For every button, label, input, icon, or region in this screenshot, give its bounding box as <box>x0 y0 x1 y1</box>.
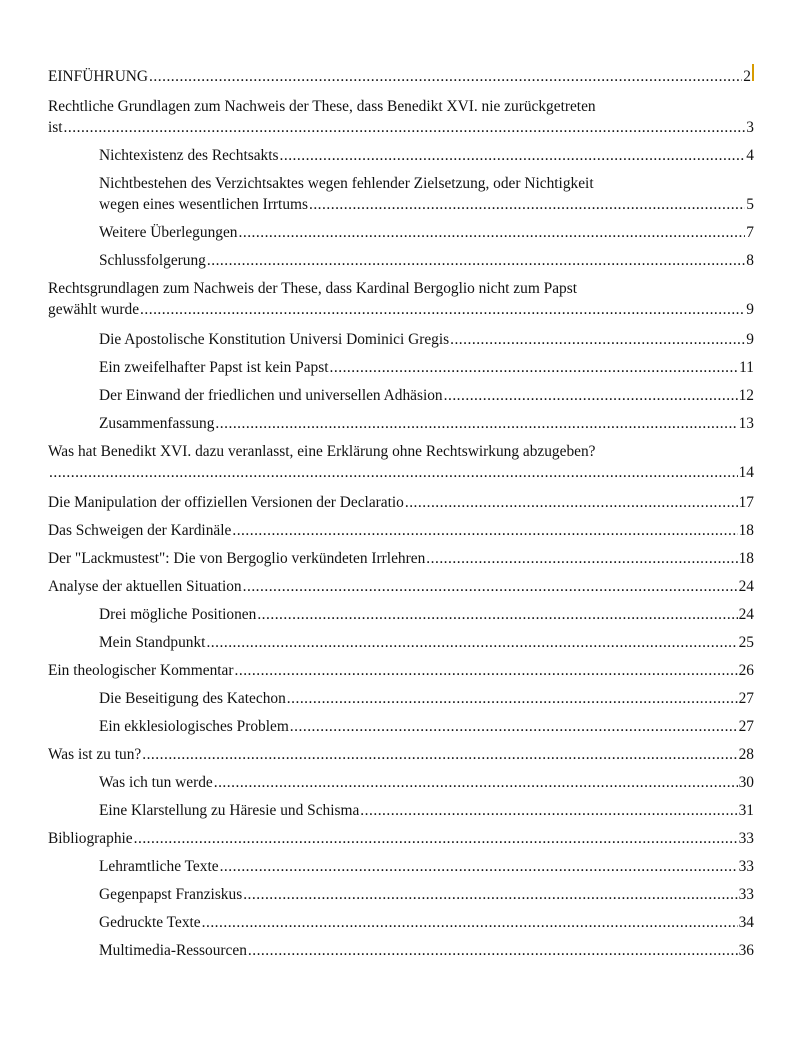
toc-entry[interactable] <box>48 250 754 271</box>
toc-page-number: 2 <box>743 68 751 85</box>
dot-leader <box>280 145 746 166</box>
toc-entry-title: Mein Standpunkt <box>99 634 206 651</box>
toc-entry-title: Die Manipulation der offiziellen Versionen der Declaratio <box>48 494 404 511</box>
dot-leader <box>220 856 738 877</box>
toc-entry-title: EINFÜHRUNG <box>48 68 149 85</box>
toc-page-number: 28 <box>738 746 754 763</box>
toc-entry[interactable] <box>48 856 754 877</box>
toc-entry-title: Ein zweifelhafter Papst ist kein Papst <box>99 359 329 376</box>
toc-page-number: 5 <box>746 196 754 213</box>
dot-leader <box>214 772 738 793</box>
dot-leader <box>206 632 737 653</box>
toc-entry[interactable] <box>48 912 754 933</box>
toc-entry[interactable] <box>48 413 754 434</box>
toc-entry[interactable] <box>48 329 754 350</box>
toc-entry-title: Das Schweigen der Kardinäle <box>48 522 232 539</box>
toc-entry[interactable] <box>48 96 754 138</box>
toc-entry-title: Drei mögliche Positionen <box>99 606 257 623</box>
toc-entry-title: Analyse der aktuellen Situation <box>48 578 242 595</box>
dot-leader <box>243 884 737 905</box>
dot-leader <box>405 492 738 513</box>
dot-leader <box>64 117 746 138</box>
toc-entry[interactable] <box>48 385 754 406</box>
toc-page-number: 18 <box>738 522 754 539</box>
toc-page-number: 9 <box>746 301 754 318</box>
toc-page-number: 13 <box>738 415 754 432</box>
toc-page-number: 33 <box>738 830 754 847</box>
toc-entry[interactable] <box>48 744 754 765</box>
toc-page-number: 33 <box>738 886 754 903</box>
toc-entry-title: wegen eines wesentlichen Irrtums <box>99 196 308 213</box>
toc-entry[interactable] <box>48 604 754 625</box>
toc-entry[interactable] <box>48 884 754 905</box>
toc-page-number: 26 <box>738 662 754 679</box>
dot-leader <box>450 329 745 350</box>
toc-entry[interactable] <box>48 173 754 215</box>
toc-entry-title: ist <box>48 119 63 136</box>
dot-leader <box>239 222 746 243</box>
dot-leader <box>309 194 745 215</box>
dot-leader <box>426 548 737 569</box>
toc-entry-title: Die Apostolische Konstitution Universi Dominici Gregis <box>99 331 450 348</box>
toc-entry-title: Nichtexistenz des Rechtsakts <box>99 147 279 164</box>
toc-entry[interactable] <box>48 716 754 737</box>
dot-leader <box>360 800 737 821</box>
table-of-contents <box>48 64 754 961</box>
toc-entry[interactable] <box>48 632 754 653</box>
toc-page-number: 31 <box>738 802 754 819</box>
toc-page-number: 24 <box>738 578 754 595</box>
toc-entry-title: Multimedia-Ressourcen <box>99 942 247 959</box>
toc-page-number: 18 <box>738 550 754 567</box>
dot-leader <box>149 66 742 87</box>
dot-leader <box>202 912 738 933</box>
toc-page-number: 30 <box>738 774 754 791</box>
toc-entry-title: Was ich tun werde <box>99 774 213 791</box>
toc-entry[interactable] <box>48 828 754 849</box>
toc-entry[interactable] <box>48 548 754 569</box>
toc-page-number: 27 <box>738 690 754 707</box>
toc-entry-title: Bibliographie <box>48 830 133 847</box>
dot-leader <box>215 413 737 434</box>
toc-entry-title: Ein theologischer Kommentar <box>48 662 234 679</box>
toc-entry[interactable] <box>48 772 754 793</box>
dot-leader <box>243 576 738 597</box>
toc-entry-title-line: Rechtsgrundlagen zum Nachweis der These, dass Kardinal Bergoglio nicht zum Papst <box>48 280 578 297</box>
dot-leader <box>444 385 738 406</box>
toc-page-number: 25 <box>738 634 754 651</box>
dot-leader <box>330 357 739 378</box>
toc-entry-title: Schlussfolgerung <box>99 252 206 269</box>
toc-entry-title: Gedruckte Texte <box>99 914 201 931</box>
toc-page-number: 17 <box>738 494 754 511</box>
dot-leader <box>134 828 738 849</box>
dot-leader <box>207 250 745 271</box>
toc-entry-title-line: Rechtliche Grundlagen zum Nachweis der These, dass Benedikt XVI. nie zurückgetreten <box>48 98 596 115</box>
toc-entry-title: Der "Lackmustest": Die von Bergoglio verkündeten Irrlehren <box>48 550 426 567</box>
toc-entry-title: Die Beseitigung des Katechon <box>99 690 286 707</box>
dot-leader <box>232 520 737 541</box>
toc-page-number: 3 <box>746 119 754 136</box>
toc-entry-title: Zusammenfassung <box>99 415 215 432</box>
toc-entry-title-line: Was hat Benedikt XVI. dazu veranlasst, eine Erklärung ohne Rechtswirkung abzugeben? <box>48 443 596 460</box>
toc-page-number: 33 <box>738 858 754 875</box>
toc-entry[interactable] <box>48 145 754 166</box>
toc-entry-title: Ein ekklesiologisches Problem <box>99 718 289 735</box>
toc-entry[interactable] <box>48 688 754 709</box>
toc-page-number: 9 <box>746 331 754 348</box>
toc-entry-title: Was ist zu tun? <box>48 746 142 763</box>
toc-entry[interactable] <box>48 278 754 320</box>
toc-page-number: 14 <box>738 464 754 481</box>
dot-leader <box>287 688 738 709</box>
dot-leader <box>235 660 738 681</box>
toc-entry[interactable] <box>48 64 754 87</box>
toc-entry[interactable] <box>48 492 754 513</box>
dot-leader <box>290 716 738 737</box>
dot-leader <box>140 299 745 320</box>
toc-entry[interactable] <box>48 576 754 597</box>
toc-page-number: 8 <box>746 252 754 269</box>
toc-entry-title: Weitere Überlegungen <box>99 224 238 241</box>
dot-leader <box>257 604 737 625</box>
toc-entry[interactable] <box>48 441 754 483</box>
dot-leader <box>49 462 738 483</box>
toc-entry[interactable] <box>48 520 754 541</box>
toc-page-number: 7 <box>746 224 754 241</box>
dot-leader <box>142 744 737 765</box>
toc-entry[interactable] <box>48 800 754 821</box>
toc-entry[interactable] <box>48 940 754 961</box>
toc-entry-title-line: Nichtbestehen des Verzichtsaktes wegen fehlender Zielsetzung, oder Nichtigkeit <box>99 175 594 192</box>
toc-page-number: 27 <box>738 718 754 735</box>
toc-page-number: 12 <box>738 387 754 404</box>
dot-leader <box>248 940 738 961</box>
toc-page-number: 34 <box>738 914 754 931</box>
toc-page-number: 24 <box>738 606 754 623</box>
toc-page-number: 36 <box>738 942 754 959</box>
toc-entry-title: Der Einwand der friedlichen und universellen Adhäsion <box>99 387 443 404</box>
toc-entry-title: Gegenpapst Franziskus <box>99 886 243 903</box>
toc-page-number: 4 <box>746 147 754 164</box>
text-cursor <box>752 64 754 81</box>
toc-entry[interactable] <box>48 357 754 378</box>
toc-entry-title: Eine Klarstellung zu Häresie und Schisma <box>99 802 360 819</box>
toc-entry-title: gewählt wurde <box>48 301 140 318</box>
toc-entry-title: Lehramtliche Texte <box>99 858 219 875</box>
toc-entry[interactable] <box>48 222 754 243</box>
toc-entry[interactable] <box>48 660 754 681</box>
toc-page-number: 11 <box>739 359 754 376</box>
